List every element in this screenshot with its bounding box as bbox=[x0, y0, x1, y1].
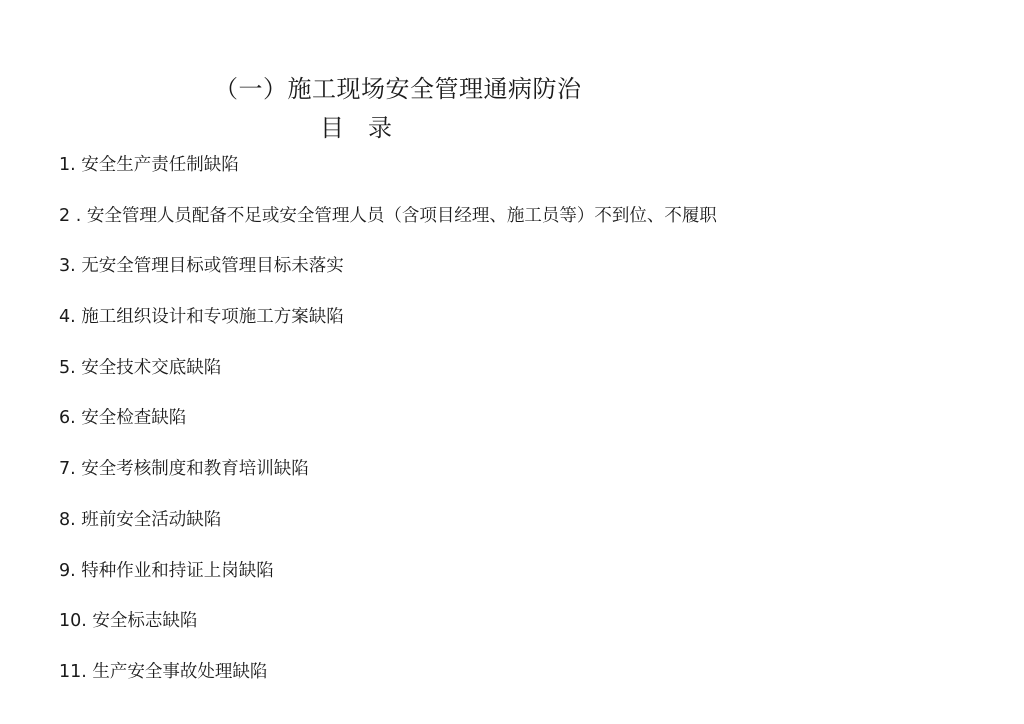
toc-item: 6. 安全检查缺陷 bbox=[59, 408, 187, 429]
toc-item: 1. 安全生产责任制缺陷 bbox=[59, 155, 239, 175]
document-title: （一）施工现场安全管理通病防治 bbox=[214, 75, 582, 103]
toc-item: 5. 安全技术交底缺陷 bbox=[59, 357, 222, 378]
toc-item: 2 . 安全管理人员配备不足或安全管理人员（含项目经理、施工员等）不到位、不履职 bbox=[59, 205, 717, 226]
toc-item: 9. 特种作业和持证上岗缺陷 bbox=[59, 560, 274, 581]
toc-item: 7. 安全考核制度和教育培训缺陷 bbox=[59, 459, 309, 480]
toc-item: 11. 生产安全事故处理缺陷 bbox=[59, 661, 268, 682]
toc-item: 4. 施工组织设计和专项施工方案缺陷 bbox=[59, 307, 344, 328]
table-of-contents bbox=[59, 150, 717, 708]
toc-item: 3. 无安全管理目标或管理目标未落实 bbox=[59, 256, 344, 277]
toc-item: 8. 班前安全活动缺陷 bbox=[59, 509, 222, 530]
toc-item: 10. 安全标志缺陷 bbox=[59, 611, 198, 632]
toc-heading: 目 录 bbox=[320, 114, 392, 142]
